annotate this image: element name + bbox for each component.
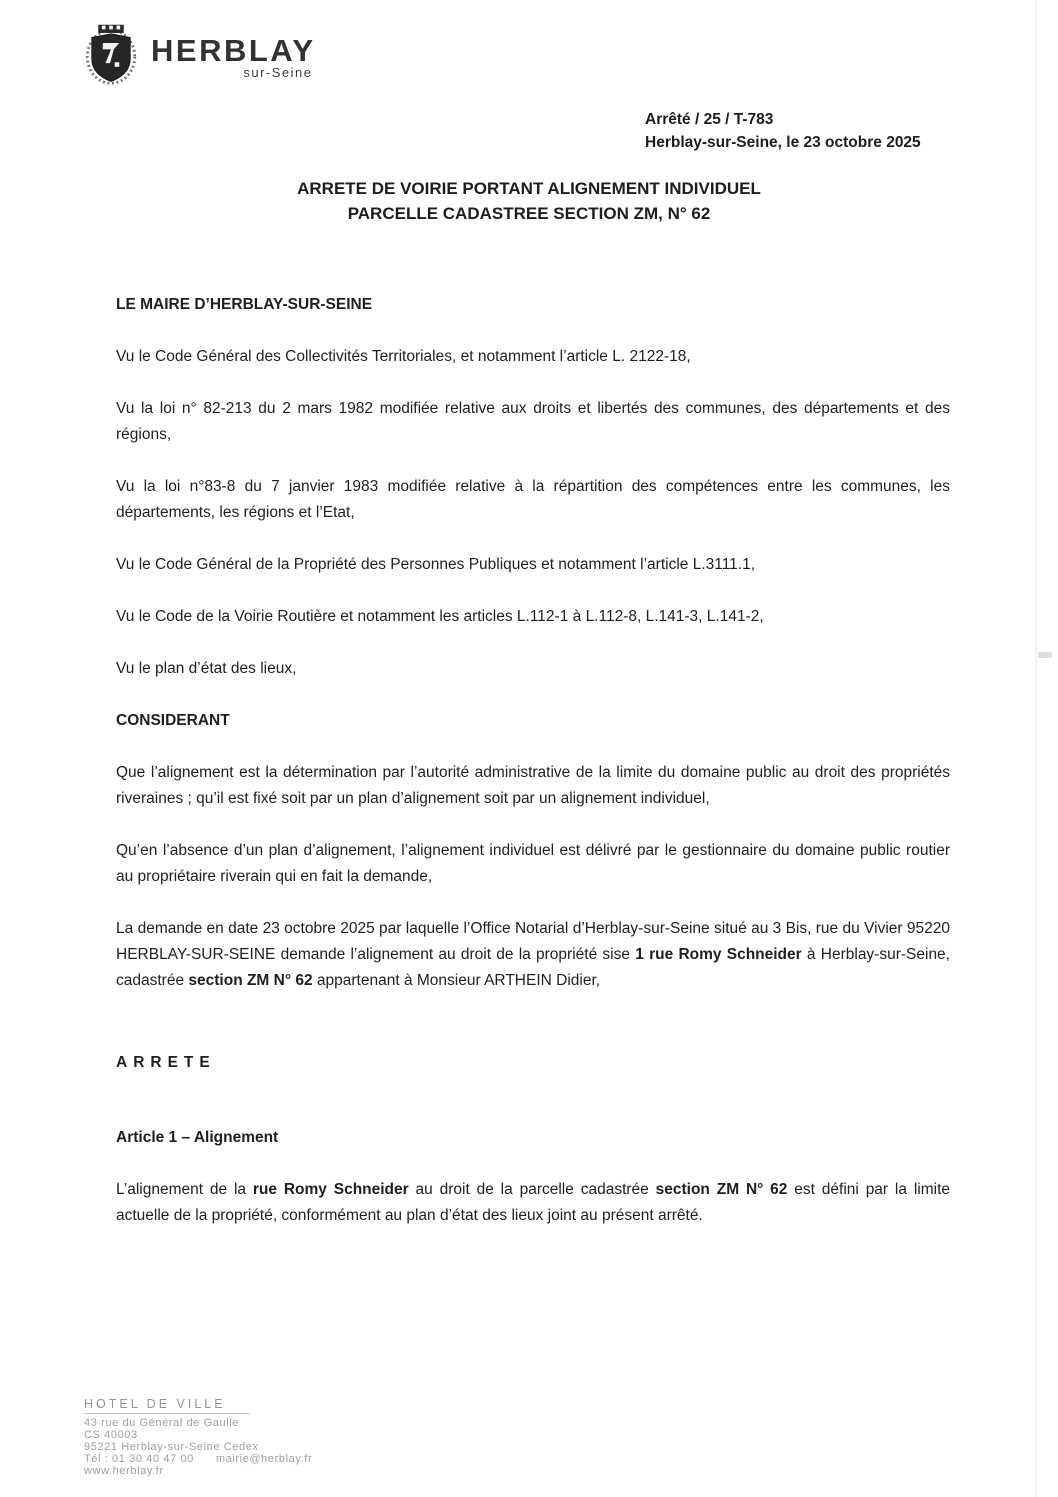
property-address: 1 rue Romy Schneider [635, 946, 802, 963]
visa-paragraph-5: Vu le Code de la Voirie Routière et notamment les articles L.112-1 à L.112-8, L.141-3, L.141-2, [116, 608, 764, 625]
visa-paragraph-4: Vu le Code Général de la Propriété des Personnes Publiques et notamment l’article L.3111.1, [116, 556, 756, 573]
footer-address-line1: 43 rue du Général de Gaulle [84, 1417, 240, 1429]
footer-phone: Tél : 01 30 40 47 00 [84, 1453, 194, 1465]
document-title-line1: ARRETE DE VOIRIE PORTANT ALIGNEMENT INDIVIDUEL [297, 179, 761, 198]
arrete-number: Arrêté / 25 / T-783 [645, 111, 774, 128]
scan-artifact-mark [1038, 652, 1052, 658]
logo-wordmark [151, 33, 316, 80]
arrete-heading: ARRETE [116, 1054, 216, 1071]
demande-text: La demande en date 23 octobre 2025 par laquelle l’Office Notarial d’Herblay-sur-Seine situé au 3 Bis, rue du Vivier 95220 HERBLAY-SUR-SEINE demande l’alignement au droit de la propriété sise [116, 920, 950, 963]
scan-artifact-vertical-line [1035, 0, 1037, 1497]
considerant-paragraph-1: Que l’alignement est la détermination par l’autorité administrative de la limite du domaine public au droit des propriétés riveraines ; qu’il est fixé soit par un plan d’alignement soit par un alignement individuel, [116, 764, 950, 807]
demande-text: appartenant à Monsieur ARTHEIN Didier, [312, 972, 601, 989]
footer-website: www.herblay.fr [84, 1465, 164, 1477]
arrete-reference-block [645, 108, 921, 154]
article1-paragraph [116, 1177, 950, 1229]
article1-text: L’alignement de la [116, 1181, 253, 1198]
visa-paragraph-2: Vu la loi n° 82-213 du 2 mars 1982 modifiée relative aux droits et libertés des communes, des départements et des régions, [116, 400, 950, 443]
document-title [0, 176, 1058, 226]
article1-text: est défini par la limite actuelle de la propriété, conformément au plan d’état des lieux joint au présent arrêté. [116, 1181, 951, 1224]
considerant-heading: CONSIDERANT [116, 712, 230, 729]
logo-city-name: HERBLAY [151, 33, 316, 68]
herblay-logo [83, 22, 316, 86]
article1-heading: Article 1 – Alignement [116, 1129, 279, 1146]
footer-address-line2: CS 40003 [84, 1429, 138, 1441]
salutation-heading: LE MAIRE D’HERBLAY-SUR-SEINE [116, 296, 373, 313]
footer-rule [84, 1413, 250, 1414]
cadastral-section: section ZM N° 62 [188, 972, 313, 989]
visa-paragraph-1: Vu le Code Général des Collectivités Territoriales, et notamment l’article L. 2122-18, [116, 348, 691, 365]
logo-tagline: sur-Seine [243, 65, 313, 80]
footer-email: mairie@herblay.fr [215, 1453, 313, 1465]
footer-contact-line [84, 1453, 312, 1465]
herblay-coat-of-arms-icon [83, 22, 139, 86]
considerant-paragraph-2: Qu’en l’absence d’un plan d’alignement, l’alignement individuel est délivré par le gestionnaire du domaine public routier au propriétaire riverain qui en fait la demande, [116, 842, 950, 885]
document-body [116, 292, 950, 1255]
footer-address-line3: 95221 Herblay-sur-Seine Cedex [84, 1441, 259, 1453]
demande-text: à Herblay-sur-Seine, cadastrée [116, 946, 950, 989]
article1-text: au droit de la parcelle cadastrée [408, 1181, 656, 1198]
town-hall-footer [84, 1398, 312, 1477]
document-title-line2: PARCELLE CADASTREE SECTION ZM, N° 62 [347, 204, 711, 223]
visa-paragraph-3: Vu la loi n°83-8 du 7 janvier 1983 modifiée relative à la répartition des compétences entre les communes, les départements, les régions et l’Etat, [116, 478, 950, 521]
footer-title: HOTEL DE VILLE [84, 1397, 226, 1411]
street-name: rue Romy Schneider [252, 1181, 409, 1198]
visa-paragraph-6: Vu le plan d’état des lieux, [116, 660, 297, 677]
cadastral-section: section ZM N° 62 [655, 1181, 788, 1198]
arrete-place-date: Herblay-sur-Seine, le 23 octobre 2025 [645, 134, 921, 151]
demande-paragraph [116, 916, 950, 994]
